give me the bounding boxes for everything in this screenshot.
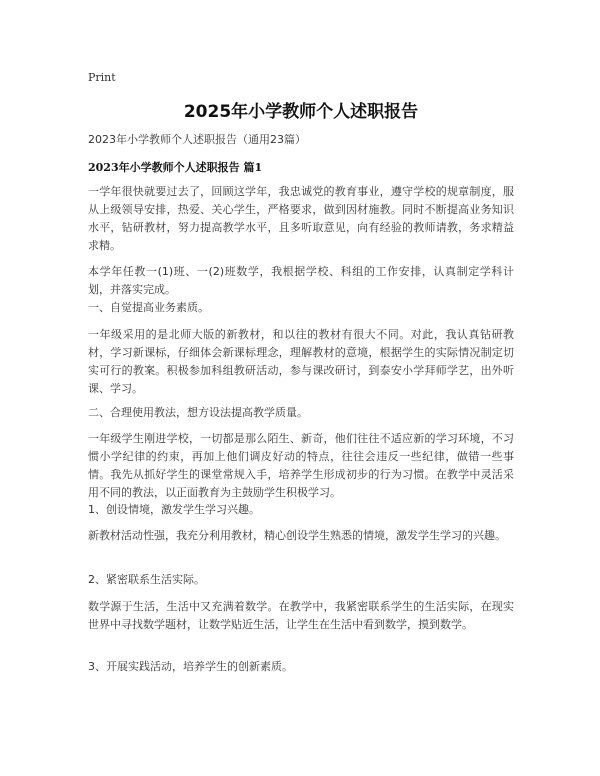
subheading: 一、自觉提高业务素质。	[88, 301, 209, 314]
page-title: 2025年小学教师个人述职报告	[183, 102, 419, 122]
list-item-heading: 3、开展实践活动，培养学生的创新素质。	[88, 660, 293, 673]
paragraph: 本学年任教一(1)班、一(2)班数学，我根据学校、科组的工作安排，认真制定学科计划，并落实完成。	[88, 265, 514, 296]
paragraph: 新教材活动性强，我充分利用教材，精心创设学生熟悉的情境，激发学生学习的兴趣。	[88, 529, 506, 542]
paragraph: 数学源于生活，生活中又充满着数学。在教学中，我紧密联系学生的生活实际，在现实世界中寻找数学题材，让数学贴近生活，让学生在生活中看到数学，摸到数学。	[88, 600, 514, 631]
print-link[interactable]: Print	[88, 71, 116, 84]
section-heading: 2023年小学教师个人述职报告 篇1	[88, 161, 263, 174]
document-subtitle: 2023年小学教师个人述职报告（通用23篇）	[88, 133, 306, 146]
paragraph: 一年级学生刚进学校，一切都是那么陌生、新奇，他们往往不适应新的学习环境，不习惯小学纪律的约束，再加上他们调皮好动的特点，往往会违反一些纪律，做错一些事情。我先从抓好学生的课堂常规入手，培养学生形成初步的行为习惯。在教学中灵活采用不同的教法，以正面教育为主鼓励学生积极学习。	[88, 432, 514, 499]
subheading: 二、合理使用教法，想方设法提高教学质量。	[88, 406, 308, 419]
list-item-heading: 2、紧密联系生活实际。	[88, 573, 205, 586]
paragraph: 一学年很快就要过去了，回顾这学年，我忠诚党的教育事业，遵守学校的规章制度，服从上级领导安排，热爱、关心学生，严格要求，做到因材施教。同时不断提高业务知识水平，钻研教材，努力提高教学水平，且多听取意见，向有经验的教师请教，务求精益求精。	[88, 185, 514, 252]
paragraph: 一年级采用的是北师大版的新教材，和以往的教材有很大不同。对此，我认真钻研教材，学习新课标，仔细体会新课标理念，理解教材的意境，根据学生的实际情况制定切实可行的教案。积极参加科组教研活动，参与课改研讨，到泰安小学拜师学艺，出外听课、学习。	[88, 328, 514, 395]
document-page	[88, 0, 514, 776]
list-item-heading: 1、创设情境，激发学生学习兴趣。	[88, 503, 260, 516]
